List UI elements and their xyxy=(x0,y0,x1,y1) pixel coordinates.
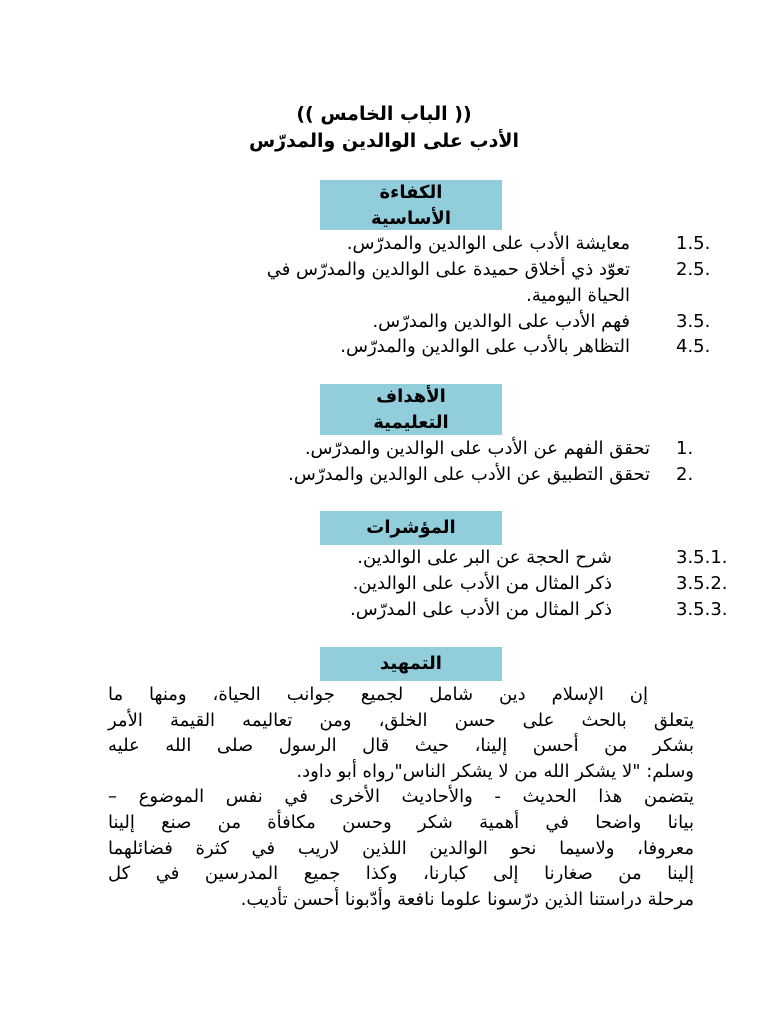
indicator-item xyxy=(0,597,768,623)
objectives-heading-line2: التعليمية xyxy=(373,412,449,433)
item-number: 1. xyxy=(676,438,694,459)
indicator-item xyxy=(0,571,768,597)
paragraph-line: معروفا، ولاسيما نحو الوالدين اللذين لاريب في كثرة فضائلهما xyxy=(108,837,694,859)
competency-item xyxy=(0,309,768,335)
objectives-heading-box xyxy=(320,384,502,435)
item-number: 2. xyxy=(676,464,694,485)
competency-item xyxy=(0,334,768,360)
indicators-heading-box xyxy=(320,511,502,545)
item-text: ذكر المثال من الأدب على الوالدين. xyxy=(352,573,612,594)
objective-item xyxy=(0,436,768,462)
competency-heading-box xyxy=(320,180,502,230)
item-text: التظاهر بالأدب على الوالدين والمدرّس. xyxy=(340,336,630,357)
item-text: شرح الحجة عن البر على الوالدين. xyxy=(357,547,612,568)
chapter-subtitle: الأدب على الوالدين والمدرّس xyxy=(248,130,520,152)
item-number: 3.5.2. xyxy=(676,573,728,594)
objectives-heading-line1: الأهداف xyxy=(376,386,446,407)
paragraph-line: مرحلة دراستنا الذين درّسونا علوما نافعة وأدّبونا أحسن تأديب. xyxy=(240,888,694,910)
item-number: 4.5. xyxy=(676,336,711,357)
intro-heading-box xyxy=(320,647,502,681)
item-text: تحقق الفهم عن الأدب على الوالدين والمدرّس. xyxy=(304,438,650,459)
item-number: 1.5. xyxy=(676,233,711,254)
paragraph-line: بشكر من أحسن إلينا، حيث قال الرسول صلى الله عليه xyxy=(108,735,694,757)
competency-item xyxy=(0,257,768,283)
item-text: معايشة الأدب على الوالدين والمدرّس. xyxy=(346,233,630,254)
competency-item-continuation xyxy=(0,283,768,309)
indicator-item xyxy=(0,545,768,571)
competency-item xyxy=(0,231,768,257)
paragraph-line: إن الإسلام دين شامل لجميع جوانب الحياة، ومنها ما xyxy=(108,684,648,705)
paragraph-line: يتضمن هذا الحديث - والأحاديث الأخرى في نفس الموضوع – xyxy=(108,786,694,808)
item-text: فهم الأدب على الوالدين والمدرّس. xyxy=(372,311,630,332)
intro-heading: التمهيد xyxy=(380,653,442,674)
competency-heading-line2: الأساسية xyxy=(371,208,451,229)
paragraph-line: بيانا واضحا في أهمية شكر وحسن مكافأة من صنع إلينا xyxy=(108,811,694,833)
competency-heading-line1: الكفاءة xyxy=(379,182,443,203)
item-number: 3.5. xyxy=(676,311,711,332)
item-text: تعوّد ذي أخلاق حميدة على الوالدين والمدرّس في xyxy=(266,259,630,280)
item-number: 2.5. xyxy=(676,259,711,280)
paragraph-line: إلينا من صغارنا إلى كبارنا، وكذا جميع المدرسين في كل xyxy=(108,863,694,885)
indicators-heading: المؤشرات xyxy=(366,517,456,538)
item-text: الحياة اليومية. xyxy=(526,285,630,306)
item-number: 3.5.1. xyxy=(676,547,728,568)
intro-paragraph xyxy=(108,682,694,912)
paragraph-line: وسلم: "لا يشكر الله من لا يشكر الناس"رواه أبو داود. xyxy=(296,760,694,782)
objective-item xyxy=(0,462,768,488)
paragraph-line: يتعلق بالحث على حسن الخلق، ومن تعاليمه القيمة الأمر xyxy=(108,709,694,731)
item-number: 3.5.3. xyxy=(676,599,728,620)
item-text: تحقق التطبيق عن الأدب على الوالدين والمدرّس. xyxy=(288,464,650,485)
chapter-title: (( الباب الخامس )) xyxy=(296,103,472,125)
item-text: ذكر المثال من الأدب على المدرّس. xyxy=(349,599,612,620)
